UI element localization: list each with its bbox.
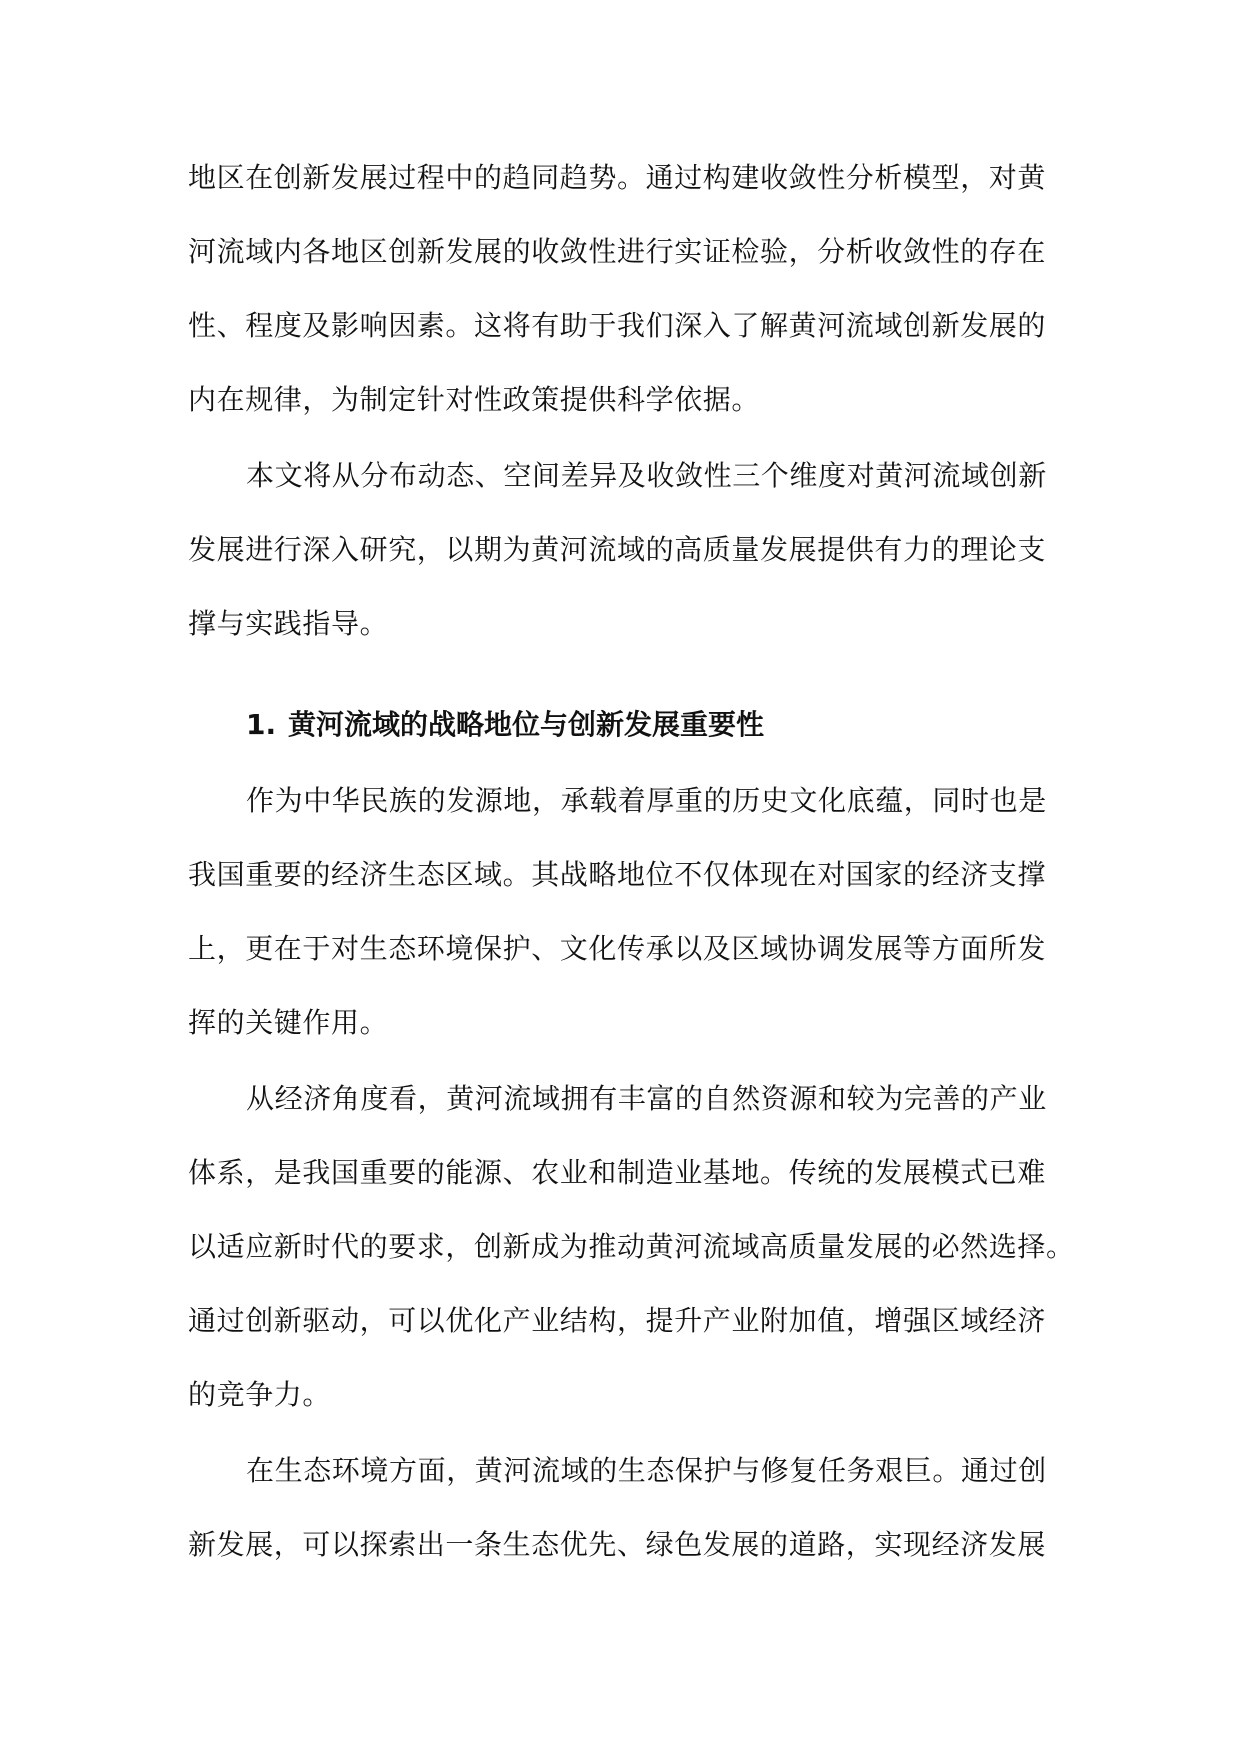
text-line: 性、程度及影响因素。这将有助于我们深入了解黄河流域创新发展的 xyxy=(188,309,1047,342)
text-line: 的竞争力。 xyxy=(188,1378,332,1411)
text-line: 地区在创新发展过程中的趋同趋势。通过构建收敛性分析模型，对黄 xyxy=(188,161,1047,194)
text-line: 在生态环境方面，黄河流域的生态保护与修复任务艰巨。通过创 xyxy=(246,1454,1047,1487)
section-heading xyxy=(188,688,1052,762)
document-body xyxy=(188,141,1075,1582)
text-line: 内在规律，为制定针对性政策提供科学依据。 xyxy=(188,383,761,416)
text-line: 本文将从分布动态、空间差异及收敛性三个维度对黄河流域创新 xyxy=(246,459,1047,492)
text-line: 发展进行深入研究，以期为黄河流域的高质量发展提供有力的理论支 xyxy=(188,533,1047,566)
text-line: 撑与实践指导。 xyxy=(188,607,389,640)
text-line: 作为中华民族的发源地，承载着厚重的历史文化底蕴，同时也是 xyxy=(246,784,1047,817)
text-line: 体系，是我国重要的能源、农业和制造业基地。传统的发展模式已难 xyxy=(188,1156,1047,1189)
text-line: 上，更在于对生态环境保护、文化传承以及区域协调发展等方面所发 xyxy=(188,932,1047,965)
text-line: 以适应新时代的要求，创新成为推动黄河流域高质量发展的必然选择。 xyxy=(188,1230,1075,1263)
text-line: 我国重要的经济生态区域。其战略地位不仅体现在对国家的经济支撑 xyxy=(188,858,1047,891)
text-line: 从经济角度看，黄河流域拥有丰富的自然资源和较为完善的产业 xyxy=(246,1082,1047,1115)
text-line: 挥的关键作用。 xyxy=(188,1006,389,1039)
paragraph-convergence xyxy=(188,141,1052,437)
paragraph-strategic-position xyxy=(188,764,1052,1060)
text-line: 新发展，可以探索出一条生态优先、绿色发展的道路，实现经济发展 xyxy=(188,1528,1047,1561)
section-number: 1. xyxy=(246,708,277,741)
section-title: 黄河流域的战略地位与创新发展重要性 xyxy=(288,708,765,741)
text-line: 通过创新驱动，可以优化产业结构，提升产业附加值，增强区域经济 xyxy=(188,1304,1047,1337)
paragraph-ecological-environment xyxy=(188,1434,1052,1582)
paragraph-economic-perspective xyxy=(188,1062,1075,1432)
text-line: 河流域内各地区创新发展的收敛性进行实证检验，分析收敛性的存在 xyxy=(188,235,1047,268)
paragraph-study-scope xyxy=(188,439,1052,661)
